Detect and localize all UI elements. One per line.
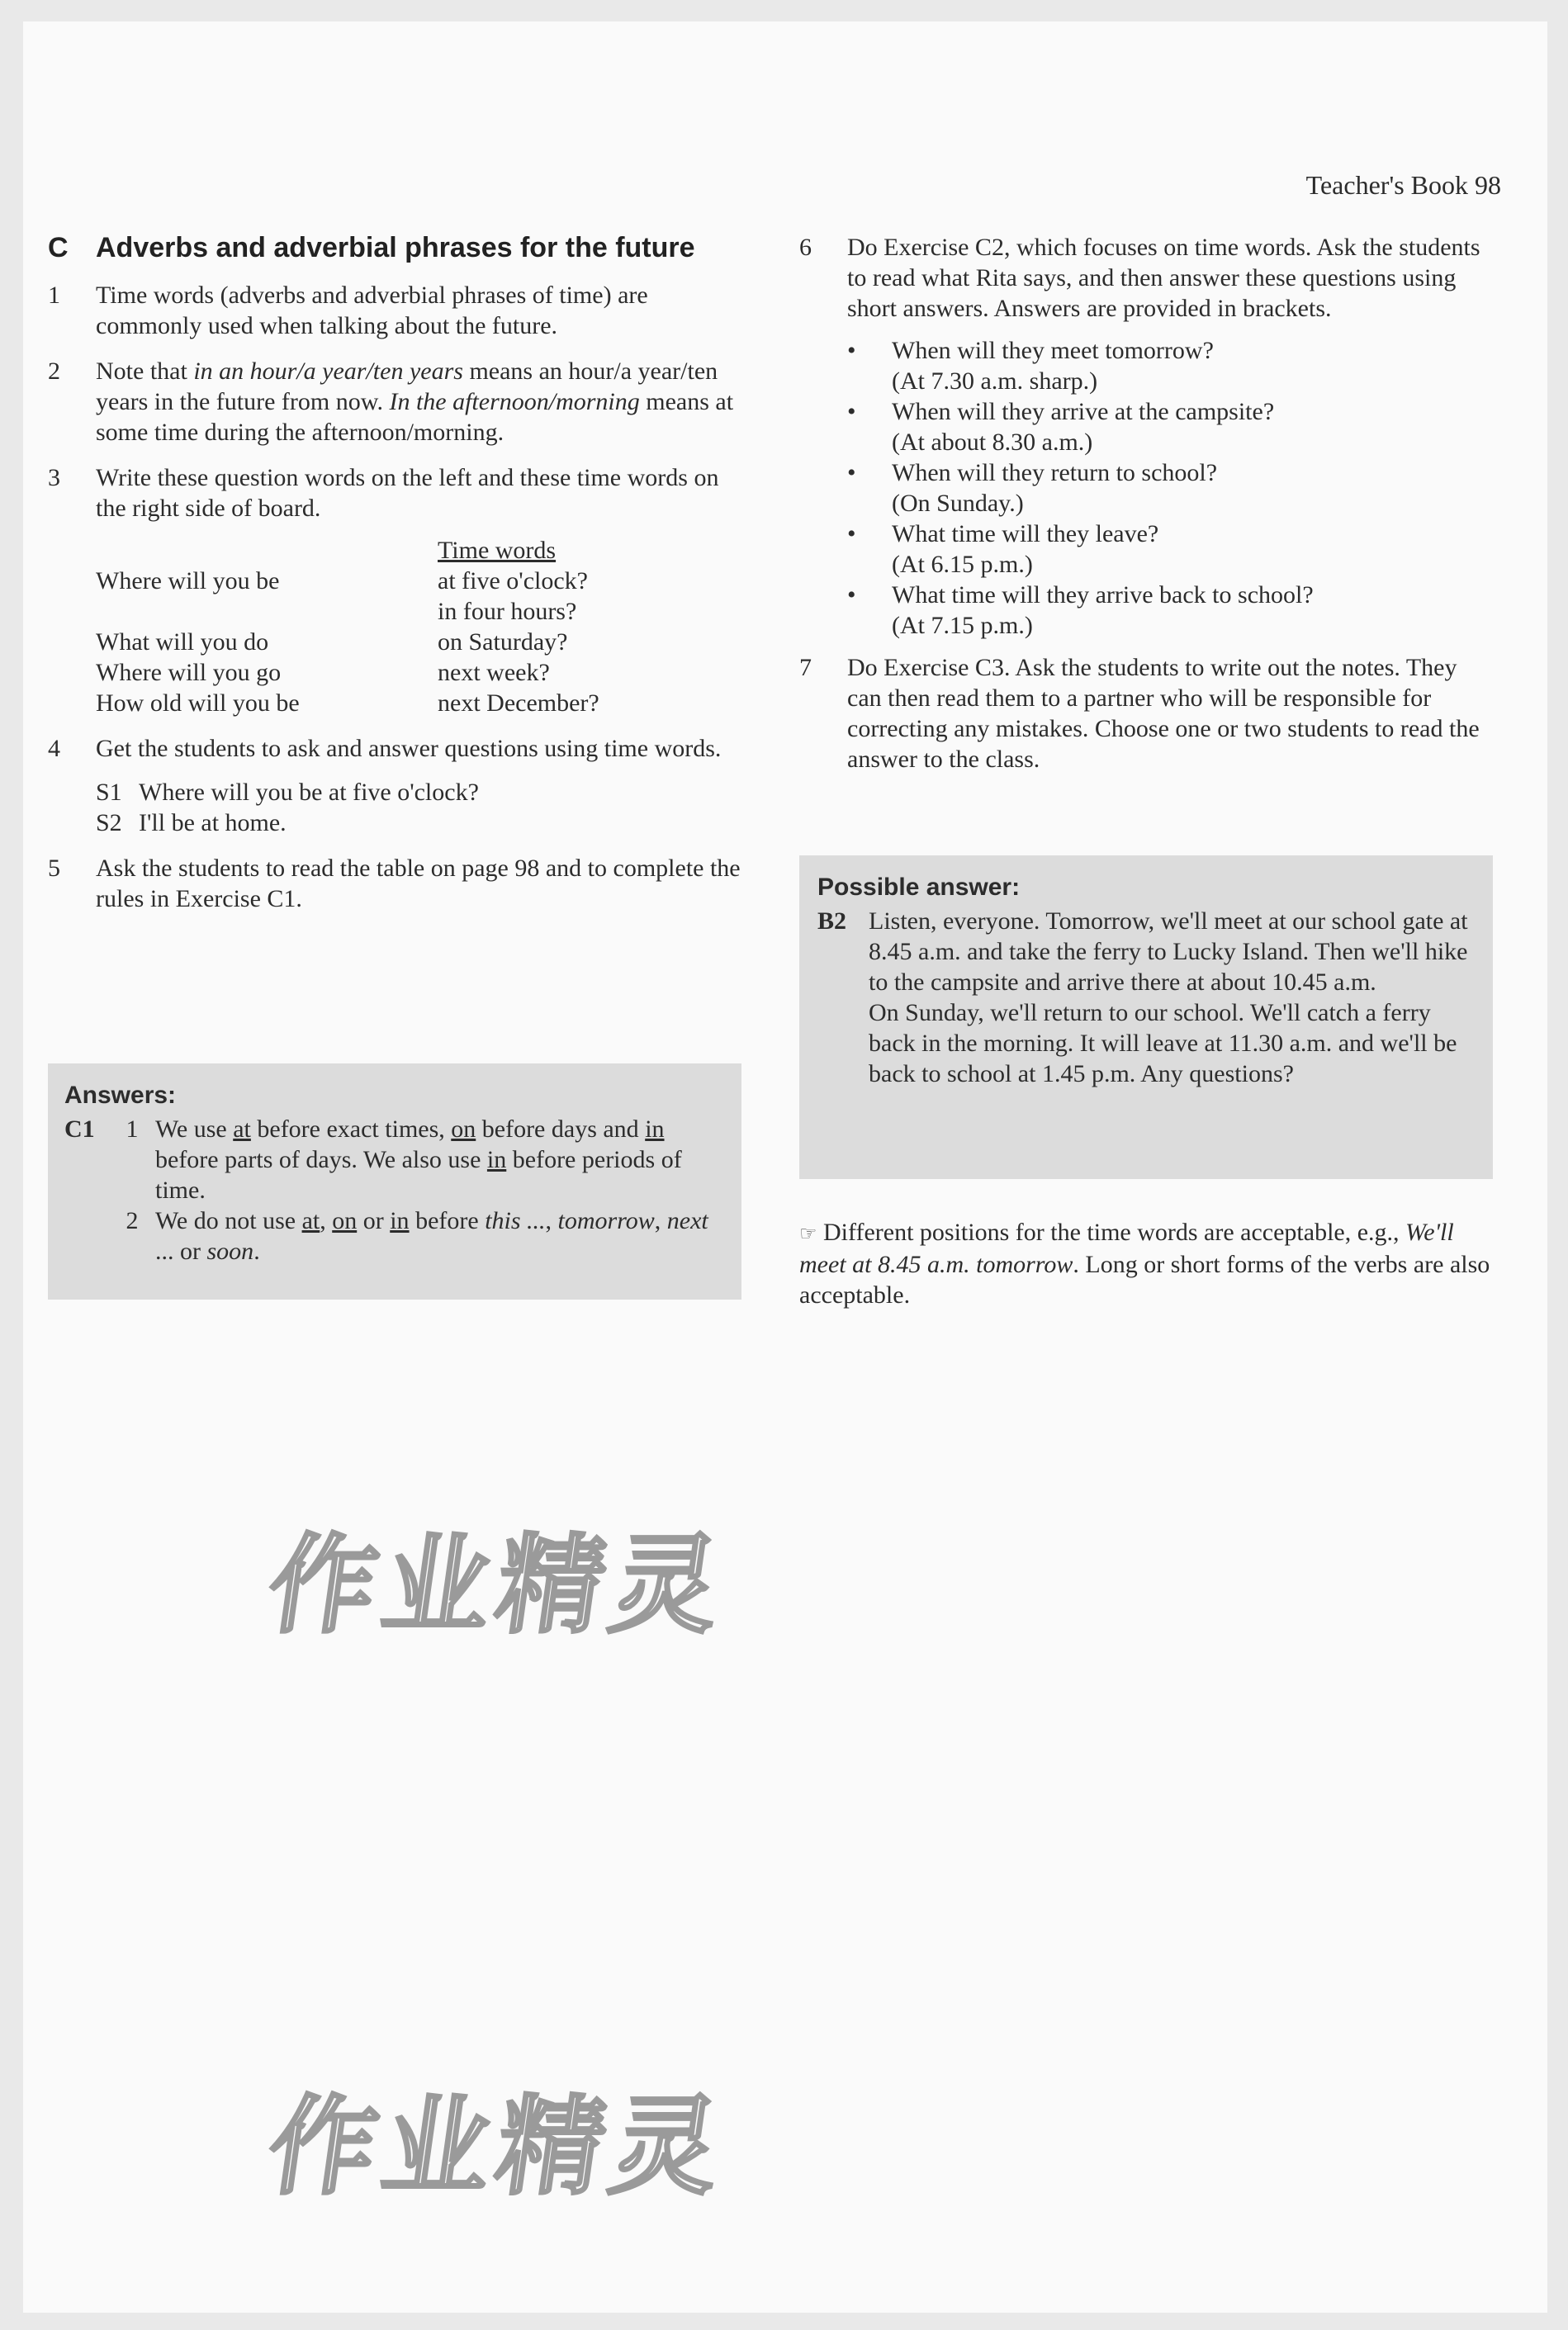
time-words-table — [96, 535, 741, 718]
item-text: Get the students to ask and answer questions using time words. — [96, 735, 722, 762]
list-item: • When will they return to school? (On Sunday.) — [847, 459, 1218, 517]
list-item — [48, 356, 741, 448]
speaker: S1 — [96, 779, 122, 806]
item-text: Ask the students to read the table on page 98 and to complete the rules in Exercise C1. — [96, 855, 741, 912]
possible-answer-title: Possible answer: — [817, 874, 1021, 901]
item-number: 2 — [48, 358, 60, 385]
answer-number: 1 — [126, 1115, 139, 1143]
table-cell: next week? — [438, 659, 550, 686]
item-text: Write these question words on the left and these time words on the right side of board. — [96, 464, 719, 522]
answer-row — [64, 1114, 741, 1205]
answer-code: B2 — [817, 907, 847, 935]
bullet-icon: • — [847, 520, 856, 547]
section-letter: C — [48, 232, 69, 263]
left-column — [48, 232, 741, 929]
bullet-icon: • — [847, 398, 856, 425]
item-number: 1 — [48, 282, 60, 309]
page — [23, 21, 1547, 2313]
list-item — [48, 853, 741, 914]
list-item: • When will they arrive at the campsite? (At about 8.30 a.m.) — [847, 398, 1275, 456]
list-item — [48, 733, 741, 838]
item-number: 7 — [799, 654, 812, 681]
answers-title: Answers: — [64, 1082, 177, 1109]
table-cell: How old will you be — [96, 689, 300, 717]
note-example: We'll meet at 8.45 a.m. tomorrow — [799, 1219, 1454, 1278]
speaker: S2 — [96, 809, 122, 836]
dialog-line: Where will you be at five o'clock? — [139, 779, 479, 806]
answer-text: We do not use at, on or in before this ..., tomorrow, next ... or soon. — [155, 1207, 708, 1265]
answer-text: Listen, everyone. Tomorrow, we'll meet at our school gate at 8.45 a.m. and take the ferry to Lucky Island. Then we'll hike to the campsite and arrive there at about 10.45 a.m. — [869, 907, 1468, 996]
list-item: • When will they meet tomorrow? (At 7.30 a.m. sharp.) — [847, 337, 1214, 395]
table-cell: next December? — [438, 689, 599, 717]
list-item — [48, 462, 741, 523]
item-text: Do Exercise C3. Ask the students to write out the notes. They can then read them to a partner who will be responsible for correcting any mistakes. Choose one or two students to read the answer to the class. — [847, 654, 1480, 773]
table-cell: What will you do — [96, 628, 269, 656]
answer-text: We use at before exact times, on before days and in before parts of days. We also use in before periods of time. — [155, 1115, 682, 1204]
right-column — [799, 232, 1493, 789]
answer-number: 2 — [126, 1207, 139, 1234]
table-cell — [96, 596, 438, 627]
item-number: 6 — [799, 234, 812, 261]
note — [799, 1217, 1493, 1310]
section-heading — [48, 232, 741, 263]
bullet-icon: • — [847, 459, 856, 486]
list-item — [799, 652, 1493, 774]
table-cell: on Saturday? — [438, 628, 568, 656]
watermark: 作业精灵 — [260, 1523, 735, 1648]
table-cell: Where will you be — [96, 567, 280, 594]
item-number: 4 — [48, 735, 60, 762]
answer-row — [64, 1205, 741, 1267]
bullet-icon: • — [847, 337, 856, 364]
answer-code: C1 — [64, 1115, 95, 1143]
section-title: Adverbs and adverbial phrases for the future — [96, 232, 695, 263]
list-item — [799, 232, 1493, 324]
table-cell: in four hours? — [438, 598, 577, 625]
dialog — [96, 777, 741, 838]
note-text: . Long or short forms of the verbs are also acceptable. — [799, 1251, 1490, 1309]
item-number: 3 — [48, 464, 60, 491]
list-item: • What time will they leave? (At 6.15 p.m.) — [847, 520, 1159, 578]
item-text: Time words (adverbs and adverbial phrases of time) are commonly used when talking about the future. — [96, 282, 648, 339]
table-cell: at five o'clock? — [438, 567, 588, 594]
list-item: • What time will they arrive back to school? (At 7.15 p.m.) — [847, 581, 1314, 639]
dialog-line: I'll be at home. — [139, 809, 287, 836]
answer-row — [817, 906, 1493, 1089]
pointing-hand-icon: ☞ — [799, 1222, 817, 1245]
page-header: Teacher's Book 98 — [1305, 170, 1501, 200]
question-list — [847, 335, 1493, 641]
bullet-icon: • — [847, 581, 856, 609]
list-item — [48, 280, 741, 341]
possible-answer-box — [799, 855, 1493, 1179]
table-cell: Where will you go — [96, 659, 282, 686]
item-number: 5 — [48, 855, 60, 882]
answer-text: On Sunday, we'll return to our school. We'll catch a ferry back in the morning. It will leave at 11.30 a.m. and we'll be back to school at 1.45 p.m. Any questions? — [869, 999, 1457, 1087]
table-header: Time words — [438, 537, 557, 564]
answers-box — [48, 1063, 741, 1300]
item-text: Note that in an hour/a year/ten years means an hour/a year/ten years in the future from now. In the afternoon/morning means at some time during the afternoon/morning. — [96, 358, 734, 446]
watermark: 作业精灵 — [260, 2084, 735, 2209]
note-text: Different positions for the time words are acceptable, e.g., — [823, 1219, 1406, 1246]
item-text: Do Exercise C2, which focuses on time words. Ask the students to read what Rita says, and then answer these questions using short answers. Answers are provided in brackets. — [847, 234, 1480, 322]
